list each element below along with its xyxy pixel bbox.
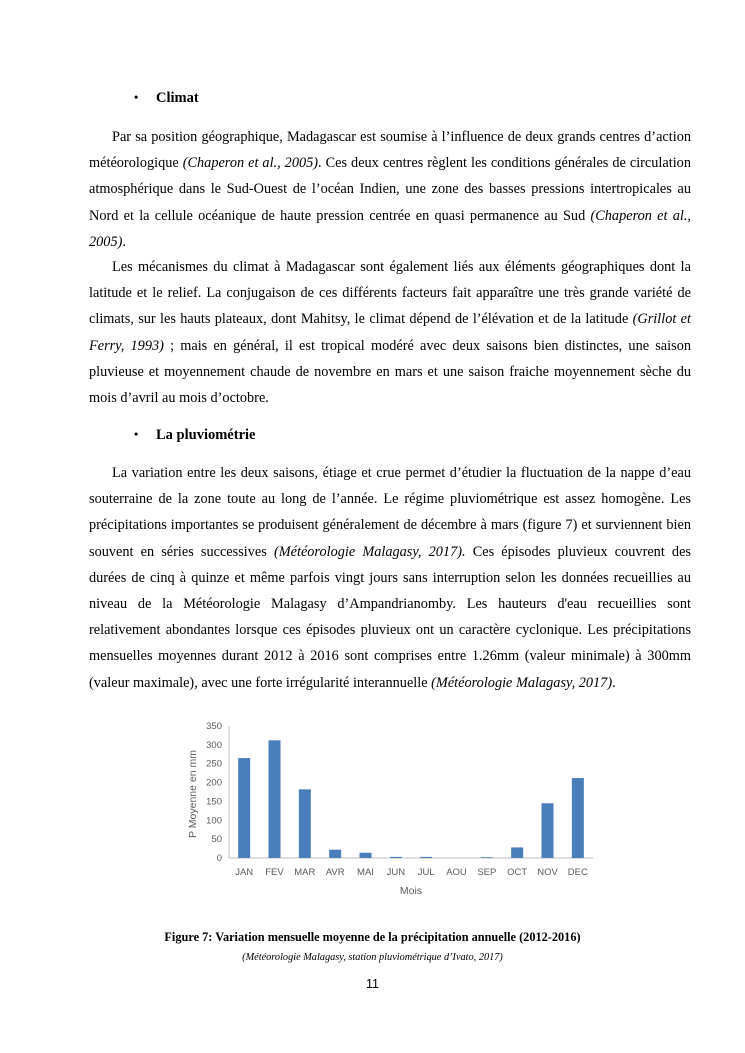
x-tick-label: AOU	[446, 867, 467, 878]
y-tick-label: 100	[206, 815, 222, 827]
citation: (Chaperon et al., 2005)	[182, 155, 319, 172]
citation: (Météorologie Malagasy, 2017)	[431, 674, 613, 691]
paragraph-climat-1	[89, 124, 691, 255]
x-tick-label: DEC	[567, 867, 588, 878]
x-tick-label: SEP	[477, 867, 497, 878]
bar-sep	[481, 857, 493, 858]
x-tick-label: JAN	[235, 867, 254, 878]
text-run: Ces épisodes pluvieux couvrent des durées de cinq à quinze et même parfois vingt jours sans interruption selon les données recueillies au niveau de la Météorologie Malagasy d’Ampandrianomby. Les hauteurs d'eau recueillies sont relativement abondantes lorsque ces épisodes pluvieux ont un caractère cyclonique. Les précipitations mensuelles moyennes durant 2012 à 2016 sont comprises entre 1.26mm (valeur minimale) à 300mm (valeur maximale), avec une forte irrégularité interannuelle	[89, 543, 691, 691]
bar-avr	[329, 850, 341, 858]
citation: (Chaperon et al., 2005)	[89, 207, 691, 250]
citation: (Grillot et Ferry, 1993)	[89, 311, 691, 354]
y-tick-label: 300	[206, 739, 222, 751]
citation: (Météorologie Malagasy, 2017).	[273, 543, 466, 560]
x-tick-label: JUN	[386, 867, 406, 878]
x-tick-label: NOV	[537, 867, 558, 878]
precipitation-bar-chart	[180, 716, 600, 902]
x-tick-label: MAI	[357, 867, 374, 878]
figure-source: (Météorologie Malagasy, station pluviométrique d’Ivato, 2017)	[242, 952, 503, 963]
x-tick-label: AVR	[325, 867, 345, 878]
bullet-icon: •	[134, 90, 139, 104]
y-tick-label: 50	[211, 834, 222, 846]
y-tick-label: 0	[216, 853, 222, 864]
paragraph-climat-2	[89, 254, 691, 411]
text-run: .	[612, 674, 616, 691]
bullet-icon: •	[134, 427, 139, 441]
text-run: Les mécanismes du climat à Madagascar sont également liés aux éléments géographiques dont la latitude et le relief. La conjugaison de ces différents facteurs fait apparaître une très grande variété de climats, sur les hauts plateaux, dont Mahitsy, le climat dépend de l’élévation et de la latitude	[89, 259, 691, 328]
heading-text: Climat	[156, 90, 199, 106]
text-run: La variation entre les deux saisons, étiage et crue permet d’étudier la fluctuation de la nappe d’eau souterraine de la zone toute au long de l’année. Le régime pluviométrique est assez homogène. Les précipitations importantes se produisent généralement de décembre à mars (figure 7) et surviennent bien souvent en séries successives	[89, 465, 691, 560]
bar-jul	[420, 857, 432, 858]
bar-fev	[269, 740, 281, 858]
x-tick-label: MAR	[294, 867, 316, 878]
x-tick-label: JUL	[417, 867, 435, 878]
bar-dec	[572, 778, 584, 858]
bar-nov	[542, 803, 554, 858]
text-run: ; mais en général, il est tropical modéré avec deux saisons bien distinctes, une saison pluvieuse et moyennement chaude de novembre en mars et une saison fraiche moyennement sèche du mois d’avril au mois d’octobre.	[89, 337, 691, 407]
text-run: .	[122, 233, 126, 250]
x-axis-title: Mois	[399, 885, 423, 897]
bar-oct	[511, 847, 523, 858]
y-tick-label: 150	[206, 796, 222, 808]
figure-caption: Figure 7: Variation mensuelle moyenne de la précipitation annuelle (2012-2016)	[164, 930, 581, 944]
x-tick-label: FEV	[265, 867, 284, 878]
y-tick-label: 200	[206, 777, 222, 789]
y-tick-label: 250	[206, 758, 222, 770]
bar-jun	[390, 857, 402, 858]
bar-mai	[360, 853, 372, 858]
y-axis-title: P Moyenne en mm	[187, 750, 199, 838]
heading-text: La pluviométrie	[156, 427, 256, 443]
bar-jan	[238, 758, 250, 858]
page-number: 11	[366, 977, 379, 991]
text-run: . Ces deux centres règlent les conditions générales de circulation atmosphérique dans le Sud-Ouest de l’océan Indien, une zone des basses pressions intertropicales au Nord et la cellule océanique de haute pression centrée en quasi permanence au Sud	[89, 155, 691, 224]
bar-mar	[299, 789, 311, 858]
paragraph-pluviometrie	[89, 460, 691, 696]
x-tick-label: OCT	[507, 867, 528, 878]
text-run: Par sa position géographique, Madagascar est soumise à l’influence de deux grands centres d’action météorologique	[89, 129, 691, 172]
y-tick-label: 350	[206, 721, 222, 732]
